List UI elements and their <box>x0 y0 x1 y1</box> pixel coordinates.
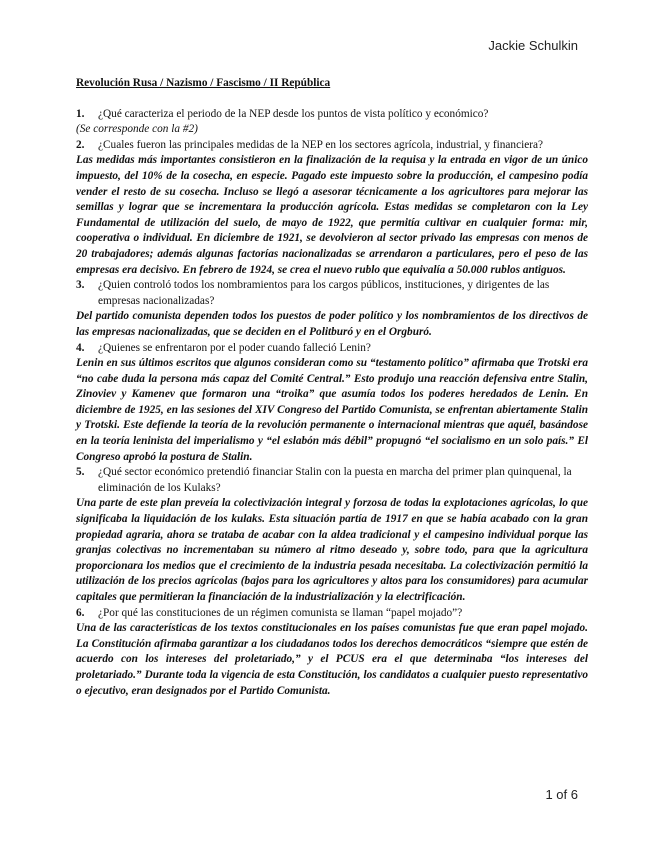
question-number: 1. <box>76 107 85 120</box>
question-3 <box>76 278 588 309</box>
question-text: ¿Quienes se enfrentaron por el poder cuando falleció Lenin? <box>98 341 371 354</box>
answer-5: Una parte de este plan preveía la colectivización integral y forzosa de todas la explotaciones agrícolas, lo que significaba la liquidación de los kulaks. Esta situación partía de 1917 en que se había acabado con la gran propiedad agraria, ahora se trataba de acabar con la aldea tradicional y el campesino individual porque las granjas colectivas no incrementaban su número al ritmo deseado y, sobre todo, para que la agricultura proporcionara los medios que el crecimiento de la industria pesada necesitaba. La colectivización permitió la utilización de los precios agrícolas (bajos para los agricultores y altos para los consumidores) para acumular capitales que permitieran la financiación de la industrialización y la electrificación. <box>76 497 588 603</box>
question-1 <box>76 107 588 123</box>
question-text: ¿Qué sector económico pretendió financiar Stalin con la puesta en marcha del primer plan quinquenal, la eliminación de los Kulaks? <box>98 466 572 494</box>
question-5 <box>76 465 588 496</box>
question-number: 6. <box>76 606 85 619</box>
question-text: ¿Por qué las constituciones de un régimen comunista se llaman “papel mojado”? <box>98 606 463 619</box>
question-text: ¿Cuales fueron las principales medidas de la NEP en los sectores agrícola, industrial, y financiera? <box>98 138 544 151</box>
question-text: ¿Quien controló todos los nombramientos para los cargos públicos, instituciones, y dirigentes de las empresas nacionalizadas? <box>98 279 550 307</box>
document-body <box>76 76 588 699</box>
question-number: 4. <box>76 341 85 354</box>
question-4 <box>76 341 588 357</box>
document-title: Revolución Rusa / Nazismo / Fascismo / II República <box>76 77 331 89</box>
question-note: (Se corresponde con la #2) <box>76 123 198 136</box>
question-number: 5. <box>76 466 85 479</box>
question-number: 2. <box>76 138 85 151</box>
question-2 <box>76 138 588 154</box>
document-author: Jackie Schulkin <box>488 38 578 53</box>
answer-6: Una de las características de los textos constitucionales en los países comunistas fue que eran papel mojado. La Constitución afirmaba garantizar a los ciudadanos todos los derechos democráticos “siempre que estén de acuerdo con los intereses del proletariado,” y el PCUS era el que determinaba “los intereses del proletariado.” Durante toda la vigencia de esta Constitución, los candidatos a cualquier puesto representativo o ejecutivo, eran designados por el Partido Comunista. <box>76 622 588 697</box>
page-number: 1 of 6 <box>545 787 578 802</box>
question-text: ¿Qué caracteriza el periodo de la NEP desde los puntos de vista político y económico? <box>98 107 489 120</box>
answer-4: Lenin en sus últimos escritos que algunos consideran como su “testamento político” afirmaba que Trotski era “no cabe duda la persona más capaz del Comité Central.” Esto produjo una reacción defensiva entre Stalin, Zinoviev y Kamenev que formaron una “troika” que asumía todos los poderes heredados de Lenin. En diciembre de 1925, en las sesiones del XIV Congreso del Partido Comunista, se enfrentan abiertamente Stalin y Trotski. Este defiende la teoría de la revolución permanente o internacional mientras que aquél, basándose en la teoría leninista del imperialismo y “el eslabón más débil” propugnó “el socialismo en un solo país.” El Congreso aprobó la postura de Stalin. <box>76 357 588 463</box>
answer-2: Las medidas más importantes consistieron en la finalización de la requisa y la entrada en vigor de un único impuesto, del 10% de la cosecha, en especie. Pagado este impuesto sobre la producción, el campesino podía vender el resto de su cosecha. Incluso se llegó a asesorar técnicamente a los agricultores para mejorar las semillas y lograr que se incrementara la producción agrícola. Estas medidas se completaron con la Ley Fundamental de utilización del suelo, de mayo de 1922, que permitía cultivar en cualquier forma: mir, cooperativa o individual. En diciembre de 1921, se devolvieron al sector privado las empresas con menos de 20 trabajadores; además algunas factorías nacionalizadas se arrendaron a particulares, pero el peso de las empresas era decisivo. En febrero de 1924, se crea el nuevo rublo que equivalía a 50.000 rublos antiguos. <box>76 154 588 276</box>
question-number: 3. <box>76 279 85 292</box>
answer-3: Del partido comunista dependen todos los puestos de poder político y los nombramientos de los directivos de las empresas nacionalizadas, que se deciden en el Politburó y en el Orgburó. <box>76 310 588 338</box>
question-6 <box>76 606 588 622</box>
